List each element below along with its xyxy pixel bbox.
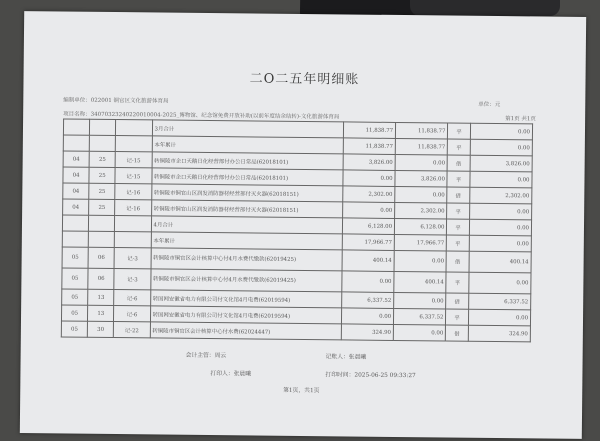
credit-cell: 2,302.00 [395, 202, 447, 219]
accountant: 会计主管：周云 [185, 352, 227, 360]
printer: 打印人：张晨曦 [210, 371, 252, 378]
day-cell [89, 135, 115, 151]
balance-cell: 400.14 [469, 251, 532, 273]
debit-cell: 2,302.00 [342, 186, 394, 203]
day-cell: 13 [88, 305, 114, 321]
voucher-cell [115, 232, 151, 248]
direction-cell: 平 [447, 219, 469, 235]
balance-cell: 0.00 [469, 235, 532, 252]
description-cell: 转国网安徽省电力有限公司付文化馆4月电费(62019594) [150, 306, 341, 324]
direction-cell: 借 [446, 251, 468, 272]
month-cell: 05 [62, 247, 88, 268]
day-cell: 25 [89, 199, 115, 215]
voucher-cell: 记-22 [114, 322, 150, 338]
month-cell [62, 215, 88, 231]
description-cell: 转铜陵市铜官区会计核算中心付4月水费代缴款(62019425) [150, 269, 341, 292]
month-cell [63, 135, 89, 151]
day-cell: 13 [88, 289, 114, 305]
month-cell: 04 [63, 183, 89, 199]
ledger-table [61, 118, 533, 342]
direction-cell: 平 [448, 123, 470, 139]
description-cell: 转铜陵市企口天鹅日化经营部付办公日常品(62018101) [151, 168, 342, 186]
balance-cell: 0.00 [470, 139, 533, 156]
debit-cell: 0.00 [341, 308, 393, 325]
day-cell [88, 231, 114, 247]
balance-cell: 0.00 [469, 203, 532, 220]
voucher-cell [116, 120, 152, 136]
credit-cell: 0.00 [393, 324, 445, 341]
debit-cell: 0.00 [342, 271, 395, 293]
balance-cell: 6,337.52 [468, 293, 531, 310]
description-cell: 转铜陵市铜官区会计核算中心付水费(62024447) [150, 322, 341, 340]
month-cell: 05 [61, 305, 87, 321]
direction-cell: 借 [446, 293, 468, 309]
voucher-cell: 记-6 [114, 290, 150, 306]
unit-label: 单位：元 [478, 101, 501, 109]
month-cell [62, 231, 88, 247]
binder-clip-back [410, 0, 560, 16]
balance-cell: 0.00 [469, 171, 532, 188]
voucher-cell: 记-16 [115, 200, 151, 216]
debit-cell: 324.90 [341, 324, 393, 341]
day-cell [90, 119, 116, 135]
debit-cell: 0.00 [343, 170, 395, 187]
debit-cell: 17,966.77 [342, 234, 394, 251]
page-title: 二O二五年明细账 [249, 71, 360, 88]
debit-cell: 3,826.00 [343, 154, 395, 171]
page-info: 第1页 共1页 [505, 116, 536, 123]
credit-cell: 6,337.52 [394, 308, 446, 325]
direction-cell: 借 [446, 325, 468, 341]
balance-cell: 2,302.00 [469, 187, 532, 204]
day-cell: 25 [89, 167, 115, 183]
credit-cell: 6,128.00 [394, 218, 446, 235]
description-cell: 3月合计 [152, 120, 343, 138]
voucher-cell: 记-3 [114, 269, 150, 290]
credit-cell: 0.00 [395, 154, 447, 171]
description-cell: 4月合计 [151, 216, 342, 234]
credit-cell: 3,826.00 [395, 170, 447, 187]
description-cell: 转铜陵市铜官山区润发消防器材经营部付灭火器(62018151) [151, 200, 342, 218]
month-cell: 04 [63, 199, 89, 215]
day-cell: 25 [89, 151, 115, 167]
day-cell: 06 [88, 268, 114, 289]
day-cell: 30 [87, 321, 113, 337]
debit-cell: 11,838.77 [343, 138, 395, 155]
description-cell: 本年累计 [151, 232, 342, 250]
org-label: 编制单位：022001 铜官区文化旅游体育局 [63, 97, 169, 105]
direction-cell: 平 [446, 272, 468, 293]
debit-cell: 0.00 [342, 202, 394, 219]
month-cell: 05 [62, 268, 88, 289]
month-cell: 05 [61, 321, 87, 337]
direction-cell: 平 [446, 309, 468, 325]
credit-cell: 11,838.77 [395, 138, 447, 155]
credit-cell: 17,966.77 [394, 234, 446, 251]
debit-cell: 6,337.52 [341, 292, 393, 309]
balance-cell: 0.00 [470, 123, 533, 140]
balance-cell: 0.00 [468, 309, 531, 326]
credit-cell: 11,838.77 [395, 122, 447, 139]
description-cell: 转国网安徽省电力有限公司付文化馆4月电费(62019594) [150, 290, 341, 308]
direction-cell: 平 [447, 171, 469, 187]
balance-cell: 0.00 [469, 219, 532, 236]
direction-cell: 借 [447, 155, 469, 171]
month-cell: 04 [63, 167, 89, 183]
month-cell: 05 [62, 289, 88, 305]
description-cell: 本年累计 [152, 136, 343, 154]
project-label: 项目名称：34070323240220010004-2025_博物馆、纪念馆免费开放补助(以前年度结余结转)-文化旅游体育局 [63, 111, 340, 121]
print-time: 打印时间：2025-06-25 09:33:27 [325, 372, 416, 380]
direction-cell: 平 [448, 139, 470, 155]
voucher-cell: 记-16 [115, 184, 151, 200]
day-cell [89, 215, 115, 231]
debit-cell: 400.14 [342, 250, 395, 272]
credit-cell: 0.00 [394, 250, 447, 272]
page-number: 第1页，共1页 [283, 387, 320, 395]
month-cell [63, 119, 89, 135]
day-cell: 25 [89, 183, 115, 199]
description-cell: 转铜陵市铜官山区润发消防器材经营部付灭火器(62018151) [151, 184, 342, 202]
direction-cell: 平 [447, 235, 469, 251]
balance-cell: 0.00 [468, 272, 531, 294]
ledger-page [20, 11, 586, 439]
month-cell: 04 [63, 151, 89, 167]
credit-cell: 400.14 [394, 271, 447, 293]
recorder: 记账人：张晨曦 [325, 354, 367, 361]
day-cell: 06 [88, 247, 114, 268]
debit-cell: 11,838.77 [343, 122, 395, 139]
voucher-cell: 记-15 [115, 152, 151, 168]
voucher-cell: 记-3 [114, 248, 150, 269]
description-cell: 转铜陵市企口天鹅日化经营部付办公日常品(62018101) [152, 152, 343, 170]
voucher-cell: 记-15 [115, 168, 151, 184]
credit-cell: 0.00 [394, 292, 446, 309]
debit-cell: 6,128.00 [342, 218, 394, 235]
voucher-cell [116, 136, 152, 152]
voucher-cell: 记-6 [114, 306, 150, 322]
voucher-cell [115, 216, 151, 232]
direction-cell: 借 [447, 187, 469, 203]
direction-cell: 平 [447, 203, 469, 219]
balance-cell: 324.90 [468, 325, 531, 342]
description-cell: 转铜陵市铜官区会计核算中心付4月水费代缴款(62019425) [151, 248, 342, 271]
balance-cell: 3,826.00 [470, 155, 533, 172]
credit-cell: 0.00 [395, 186, 447, 203]
